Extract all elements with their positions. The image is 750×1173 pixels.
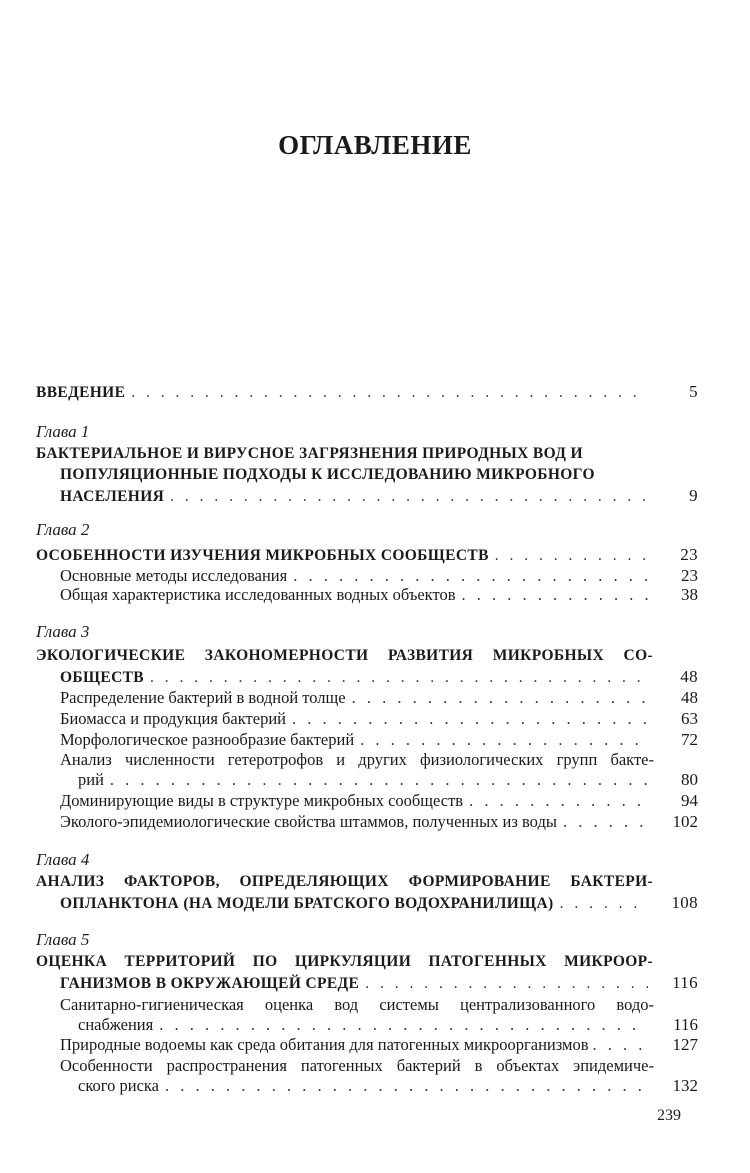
chapter-label: Глава 1 (36, 422, 90, 441)
toc-leader-dots (131, 383, 648, 403)
toc-entry-title: ОПЛАНКТОНА (НА МОДЕЛИ БРАТСКОГО ВОДОХРАНИЛИЩА) (60, 895, 554, 912)
toc-leader-dots (593, 1035, 650, 1055)
toc-page-number: 132 (672, 1076, 698, 1095)
toc-page-number: 116 (672, 973, 698, 992)
toc-subentry[interactable] (60, 995, 698, 1015)
toc-leader-dots (170, 487, 648, 507)
toc-entry-chapter-1-cont[interactable] (60, 486, 698, 507)
toc-entry-title: Распределение бактерий в водной толще (60, 688, 346, 707)
toc-entry-title: ВВЕДЕНИЕ (36, 384, 126, 401)
toc-entry-title: Санитарно-гигиеническая оценка вод системы централизованного водо- (60, 995, 654, 1014)
toc-entry-chapter-1[interactable] (36, 444, 698, 464)
toc-subentry[interactable] (60, 709, 698, 729)
toc-entry-title: Эколого-эпидемиологические свойства штаммов, полученных из воды (60, 812, 557, 831)
toc-entry-title: ЭКОЛОГИЧЕСКИЕ ЗАКОНОМЕРНОСТИ РАЗВИТИЯ МИКРОБНЫХ СО- (36, 647, 653, 664)
toc-page-number: 9 (689, 486, 698, 505)
toc-leader-dots (110, 770, 648, 790)
toc-leader-dots (495, 546, 648, 566)
toc-page-number: 48 (680, 667, 698, 686)
toc-entry-title: Особенности распространения патогенных бактерий в объектах эпидемиче- (60, 1056, 654, 1075)
toc-entry-chapter-4[interactable] (36, 872, 698, 892)
toc-page-number: 127 (672, 1035, 698, 1054)
toc-subentry[interactable] (60, 1056, 698, 1076)
chapter-label: Глава 2 (36, 520, 90, 539)
toc-entry-title: ского риска (78, 1076, 159, 1095)
toc-leader-dots (469, 791, 648, 811)
toc-subentry[interactable] (60, 812, 698, 832)
toc-entry-title: ГАНИЗМОВ В ОКРУЖАЮЩЕЙ СРЕДЕ (60, 975, 360, 992)
toc-leader-dots (159, 1015, 648, 1035)
toc-entry-title: АНАЛИЗ ФАКТОРОВ, ОПРЕДЕЛЯЮЩИХ ФОРМИРОВАНИЕ БАКТЕРИ- (36, 873, 653, 890)
toc-subentry[interactable] (60, 750, 698, 770)
chapter-label: Глава 5 (36, 930, 90, 949)
toc-entry-title: ОБЩЕСТВ (60, 669, 144, 686)
toc-leader-dots (352, 688, 648, 708)
toc-entry-chapter-3[interactable] (36, 646, 698, 666)
toc-page-number: 102 (672, 812, 698, 831)
toc-page-number: 116 (673, 1015, 698, 1034)
chapter-label: Глава 4 (36, 850, 90, 869)
toc-leader-dots (365, 974, 648, 994)
toc-leader-dots (293, 566, 648, 586)
toc-entry-title: ОЦЕНКА ТЕРРИТОРИЙ ПО ЦИРКУЛЯЦИИ ПАТОГЕННЫХ МИКРООР- (36, 953, 653, 970)
toc-entry-title: Биомасса и продукция бактерий (60, 709, 286, 728)
toc-subentry[interactable] (60, 730, 698, 750)
page-number: 239 (657, 1107, 681, 1124)
toc-leader-dots (360, 730, 648, 750)
toc-entry-chapter-1-cont (60, 465, 698, 485)
chapter-label: Глава 3 (36, 622, 90, 641)
toc-leader-dots (560, 894, 648, 914)
toc-leader-dots (150, 668, 648, 688)
toc-page-number: 38 (681, 585, 698, 604)
toc-page-number: 23 (681, 566, 698, 585)
toc-subentry-cont[interactable] (78, 1076, 698, 1096)
toc-subentry[interactable] (60, 566, 698, 586)
page-title: ОГЛАВЛЕНИЕ (278, 130, 472, 160)
toc-page-number: 72 (681, 730, 698, 749)
toc-leader-dots (563, 812, 648, 832)
toc-entry-title: БАКТЕРИАЛЬНОЕ И ВИРУСНОЕ ЗАГРЯЗНЕНИЯ ПРИРОДНЫХ ВОД И (36, 445, 583, 462)
toc-page-number: 108 (671, 893, 698, 912)
toc-page-number: 63 (681, 709, 698, 728)
toc-subentry-cont[interactable] (78, 1015, 698, 1035)
toc-leader-dots (165, 1076, 648, 1096)
toc-page-number: 23 (680, 545, 698, 564)
toc-entry-chapter-2[interactable] (36, 545, 698, 566)
toc-entry-title: снабжения (78, 1015, 154, 1034)
toc-entry-chapter-3-cont[interactable] (60, 667, 698, 688)
toc-entry-title: ПОПУЛЯЦИОННЫЕ ПОДХОДЫ К ИССЛЕДОВАНИЮ МИКРОБНОГО (60, 466, 595, 483)
toc-entry-title: Доминирующие виды в структуре микробных сообществ (60, 791, 464, 810)
toc-subentry[interactable] (60, 585, 698, 605)
toc-entry-title: Общая характеристика исследованных водных объектов (60, 585, 456, 604)
toc-subentry[interactable] (60, 791, 698, 811)
toc-page-number: 80 (681, 770, 698, 789)
toc-leader-dots (462, 585, 648, 605)
toc-entry-chapter-5-cont[interactable] (60, 973, 698, 994)
toc-entry-title: Морфологическое разнообразие бактерий (60, 730, 355, 749)
toc-subentry[interactable] (60, 1035, 698, 1055)
toc-subentry-cont[interactable] (78, 770, 698, 790)
toc-entry-chapter-4-cont[interactable] (60, 893, 698, 914)
toc-entry-title: Природные водоемы как среда обитания для патогенных микроорганизмов (60, 1035, 589, 1054)
toc-entry-title: ОСОБЕННОСТИ ИЗУЧЕНИЯ МИКРОБНЫХ СООБЩЕСТВ (36, 547, 489, 564)
toc-entry-title: Анализ численности гетеротрофов и других физиологических групп бакте- (60, 750, 654, 769)
toc-leader-dots (292, 709, 648, 729)
toc-page-number: 94 (681, 791, 698, 810)
toc-page-number: 5 (689, 382, 698, 401)
toc-entry-title: Основные методы исследования (60, 566, 288, 585)
toc-subentry[interactable] (60, 688, 698, 708)
toc-entry-chapter-5[interactable] (36, 952, 698, 972)
toc-entry-intro[interactable] (36, 382, 698, 403)
toc-page-number: 48 (681, 688, 698, 707)
toc-entry-title: рий (78, 770, 104, 789)
toc-entry-title: НАСЕЛЕНИЯ (60, 488, 165, 505)
